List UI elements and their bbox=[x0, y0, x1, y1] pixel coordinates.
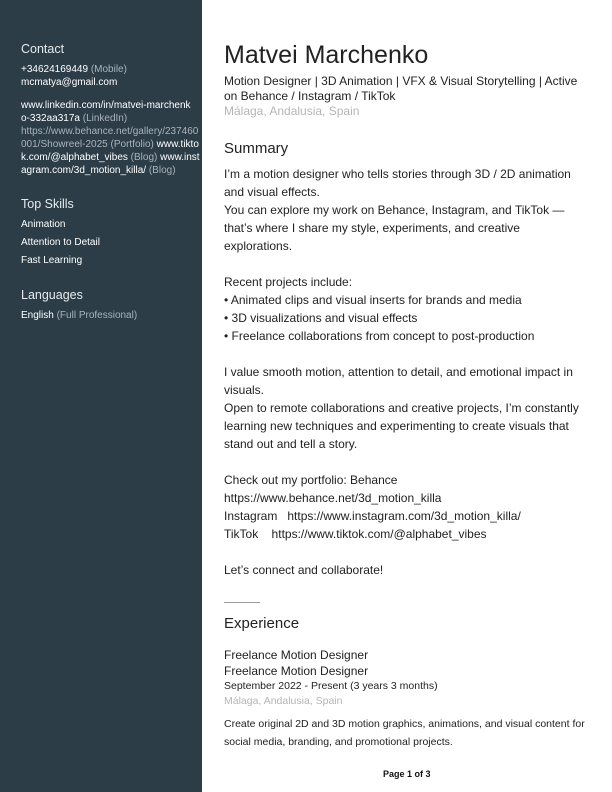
summary-closing: Let’s connect and collaborate! bbox=[224, 563, 384, 577]
experience-dates: September 2022 - Present (3 years 3 months) bbox=[224, 680, 438, 692]
email-link[interactable]: mcmatya@gmail.com bbox=[21, 77, 118, 88]
skill-item: Animation bbox=[21, 219, 66, 230]
language-level: (Full Professional) bbox=[56, 310, 138, 321]
portfolio-line: Check out my portfolio: Behance https://www.behance.net/3d_motion_killa bbox=[224, 473, 442, 505]
experience-location: Málaga, Andalusia, Spain bbox=[224, 695, 343, 707]
linkedin-type: (LinkedIn) bbox=[82, 113, 128, 124]
links-block bbox=[21, 125, 201, 177]
experience-entry bbox=[224, 647, 590, 751]
summary-intro-2: You can explore my work on Behance, Instagram, and TikTok — that’s where I share my style, experiments, and creative explorations. bbox=[224, 203, 565, 253]
tiktok-portfolio-line: TikTok https://www.tiktok.com/@alphabet_vibes bbox=[224, 527, 487, 541]
summary-value-1: I value smooth motion, attention to detail, and emotional impact in visuals. bbox=[224, 365, 573, 397]
language-name: English bbox=[21, 310, 54, 321]
experience-heading: Experience bbox=[224, 615, 300, 632]
contact-heading: Contact bbox=[21, 42, 65, 56]
languages-heading: Languages bbox=[21, 288, 83, 302]
language-line bbox=[21, 309, 202, 322]
skill-item: Attention to Detail bbox=[21, 237, 100, 248]
skills-heading: Top Skills bbox=[21, 197, 74, 211]
experience-company: Freelance Motion Designer bbox=[224, 648, 369, 662]
skill-item: Fast Learning bbox=[21, 255, 83, 266]
tiktok-link[interactable]: www.tiktok.com/@alphabet_vibes bbox=[21, 139, 199, 163]
project-item: • 3D visualizations and visual effects bbox=[224, 311, 418, 325]
summary-body bbox=[224, 165, 590, 579]
linkedin-line bbox=[21, 99, 191, 125]
section-divider bbox=[224, 602, 260, 603]
experience-description: Create original 2D and 3D motion graphics, animations, and visual content for social media, branding, and promotional projects. bbox=[224, 718, 585, 748]
project-item: • Freelance collaborations from concept to post-production bbox=[224, 329, 535, 343]
profile-name: Matvei Marchenko bbox=[224, 41, 429, 69]
projects-heading: Recent projects include: bbox=[224, 275, 353, 289]
summary-value-2: Open to remote collaborations and creative projects, I’m constantly learning new techniques and experimenting to create visuals that stand out and tell a story. bbox=[224, 401, 579, 451]
behance-type: (Portfolio) bbox=[110, 139, 154, 150]
phone-line bbox=[21, 63, 202, 76]
profile-headline: Motion Designer | 3D Animation | VFX & Visual Storytelling | Active on Behance / Instagram / TikTok bbox=[224, 74, 578, 103]
phone-type: (Mobile) bbox=[90, 64, 127, 75]
page-number: Page 1 of 3 bbox=[383, 769, 431, 779]
instagram-portfolio-line: Instagram https://www.instagram.com/3d_motion_killa/ bbox=[224, 509, 521, 523]
experience-title: Freelance Motion Designer bbox=[224, 664, 369, 678]
summary-intro-1: I’m a motion designer who tells stories through 3D / 2D animation and visual effects. bbox=[224, 167, 571, 199]
profile-location: Málaga, Andalusia, Spain bbox=[224, 104, 360, 118]
instagram-link[interactable]: www.instagram.com/3d_motion_killa/ bbox=[21, 152, 200, 176]
sidebar bbox=[0, 0, 202, 792]
linkedin-link[interactable]: www.linkedin.com/in/matvei-marchenko-332aa317a bbox=[21, 100, 191, 124]
phone-number: +34624169449 bbox=[21, 64, 89, 75]
project-item: • Animated clips and visual inserts for brands and media bbox=[224, 293, 522, 307]
tiktok-type: (Blog) bbox=[130, 152, 158, 163]
behance-link[interactable]: https://www.behance.net/gallery/237460001/Showreel-2025 bbox=[21, 126, 199, 150]
summary-heading: Summary bbox=[224, 140, 289, 157]
instagram-type: (Blog) bbox=[148, 165, 176, 176]
